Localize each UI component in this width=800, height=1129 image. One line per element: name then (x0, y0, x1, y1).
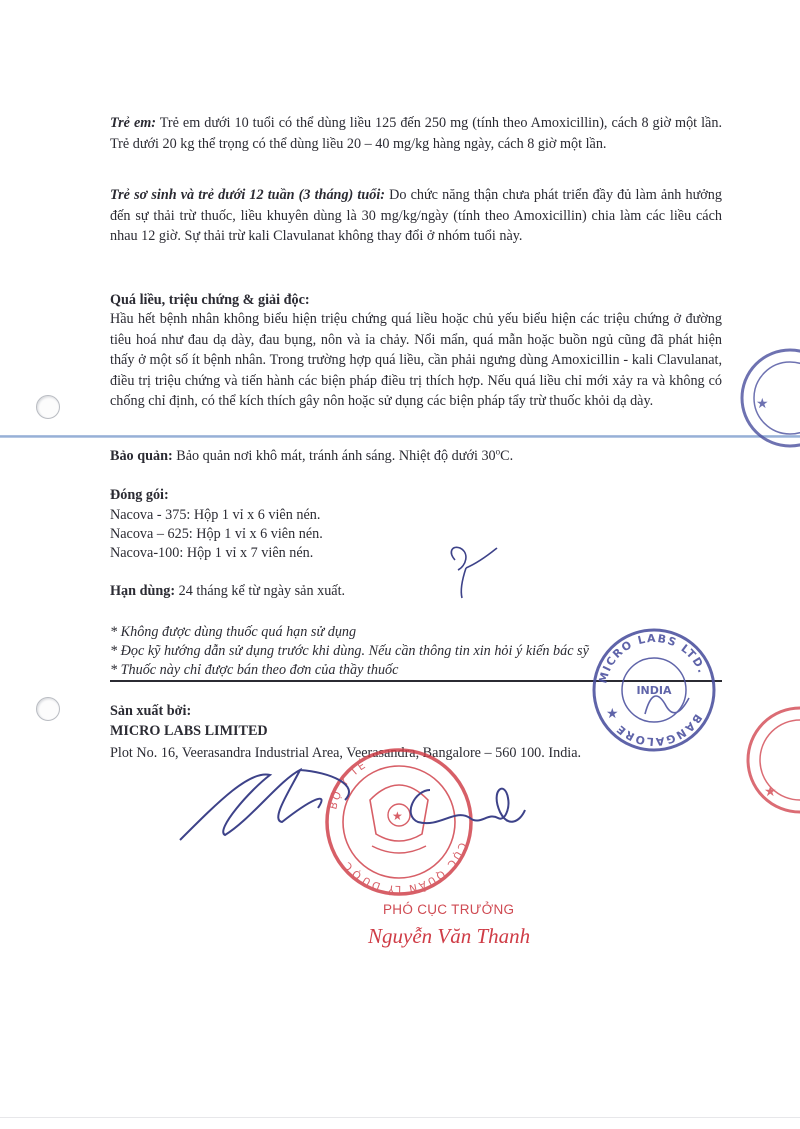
svg-text:CỤC QUẢN LÝ DƯỢC (340, 841, 468, 896)
packaging-line: Nacova - 375: Hộp 1 vỉ x 6 viên nén. (110, 507, 321, 523)
director-signature (180, 770, 349, 840)
svg-text:★: ★ (606, 706, 619, 722)
shelf-life-paragraph (110, 581, 722, 602)
manufacturer-label: Sản xuất bởi: (110, 703, 192, 719)
approver-signature (411, 789, 525, 823)
warning-line: * Đọc kỹ hướng dẫn sử dụng trước khi dùng. Nếu cần thông tin xin hỏi ý kiến bác sỹ (110, 643, 589, 659)
children-label: Trẻ em: (110, 115, 157, 131)
svg-text:BỘ Y TẾ (327, 757, 369, 811)
section-divider (110, 680, 722, 682)
packaging-line: Nacova – 625: Hộp 1 vỉ x 6 viên nén. (110, 526, 323, 542)
agency-seal (327, 750, 471, 896)
warning-line: * Không được dùng thuốc quá hạn sử dụng (110, 624, 357, 640)
storage-text: Bảo quản nơi khô mát, tránh ánh sáng. Nhiệt độ dưới 30 (172, 448, 496, 464)
svg-text:★: ★ (392, 809, 403, 823)
storage-degree: o (495, 446, 501, 457)
page-bottom-edge (0, 1117, 800, 1118)
punch-hole-upper (36, 395, 60, 419)
agency-seal-ring-top: BỘ Y TẾ (327, 758, 370, 811)
partial-stamp-right-upper (742, 350, 800, 446)
warning-line: * Thuốc này chỉ được bán theo đơn của thầy thuốc (110, 662, 399, 678)
overdose-paragraph: Hầu hết bệnh nhân không biểu hiện triệu chứng quá liều hoặc chủ yếu biểu hiện các triệu chứng ở đường tiêu hoá như đau dạ dày, đau bụng, nôn và ỉa chảy. Nổi mẩn, quá mẫn hoặc buồn ngủ cũng đã phát hiện thấy ở một số ít bệnh nhân. Trong trường hợp quá liều, cần phải ngưng dùng Amoxicillin - kali Clavulanat, điều trị triệu chứng và tiến hành các biện pháp điều trị thích hợp. Nếu quá liều chỉ mới xảy ra và không có chống chỉ định, có thể kích thích gây nôn hoặc sử dụng các biện pháp tẩy trừ thuốc khỏi dạ dày. (110, 311, 722, 409)
overdose-heading: Quá liều, triệu chứng & giải độc: (110, 292, 310, 308)
storage-paragraph (110, 446, 722, 467)
packaging-line: Nacova-100: Hộp 1 vỉ x 7 viên nén. (110, 545, 314, 561)
children-text: Trẻ em dưới 10 tuổi có thể dùng liều 125 đến 250 mg (tính theo Amoxicillin), cách 8 giờ một lần. Trẻ dưới 20 kg thể trọng có thể dùng liều 20 – 40 mg/kg hàng ngày, cách 8 giờ một lần. (110, 115, 722, 152)
approver-name: Nguyễn Văn Thanh (368, 924, 531, 948)
manufacturer-name: MICRO LABS LIMITED (110, 723, 268, 739)
scan-fold-line (0, 435, 800, 438)
manufacturer-address: Plot No. 16, Veerasandra Industrial Area, Veerasandra, Bangalore – 560 100. India. (110, 745, 582, 761)
storage-unit: C. (500, 448, 514, 464)
storage-label: Bảo quản: (110, 448, 173, 464)
shelf-life-label: Hạn dùng: (110, 583, 176, 599)
neonates-label: Trẻ sơ sinh và trẻ dưới 12 tuần (3 tháng) tuổi: (110, 187, 385, 203)
neonates-dosage-paragraph (110, 185, 722, 247)
company-seal-ring-text: MICRO LABS LTD. (596, 631, 709, 685)
packaging-heading: Đóng gói: (110, 487, 169, 503)
company-seal-city: BANGALORE (613, 711, 705, 749)
approver-title: PHÓ CỤC TRƯỞNG (383, 902, 515, 917)
partial-stamp-right-lower (748, 708, 800, 812)
children-dosage-paragraph (110, 113, 722, 154)
company-seal-center: INDIA (636, 684, 672, 697)
svg-text:★: ★ (764, 784, 777, 800)
svg-text:★: ★ (756, 396, 769, 412)
punch-hole-lower (36, 697, 60, 721)
agency-seal-ring-bottom: CỤC QUẢN LÝ DƯỢC (340, 840, 469, 896)
shelf-life-text: 24 tháng kể từ ngày sản xuất. (175, 583, 346, 599)
neonates-text: Do chức năng thận chưa phát triển đầy đủ làm ảnh hưởng đến sự thải trừ thuốc, liều khuyên dùng là 30 mg/kg/ngày (tính theo Amoxicillin) chia làm các liều cách nhau 12 giờ. Sự thải trừ kali Clavulanat không thay đổi ở nhóm tuổi này. (110, 187, 722, 244)
